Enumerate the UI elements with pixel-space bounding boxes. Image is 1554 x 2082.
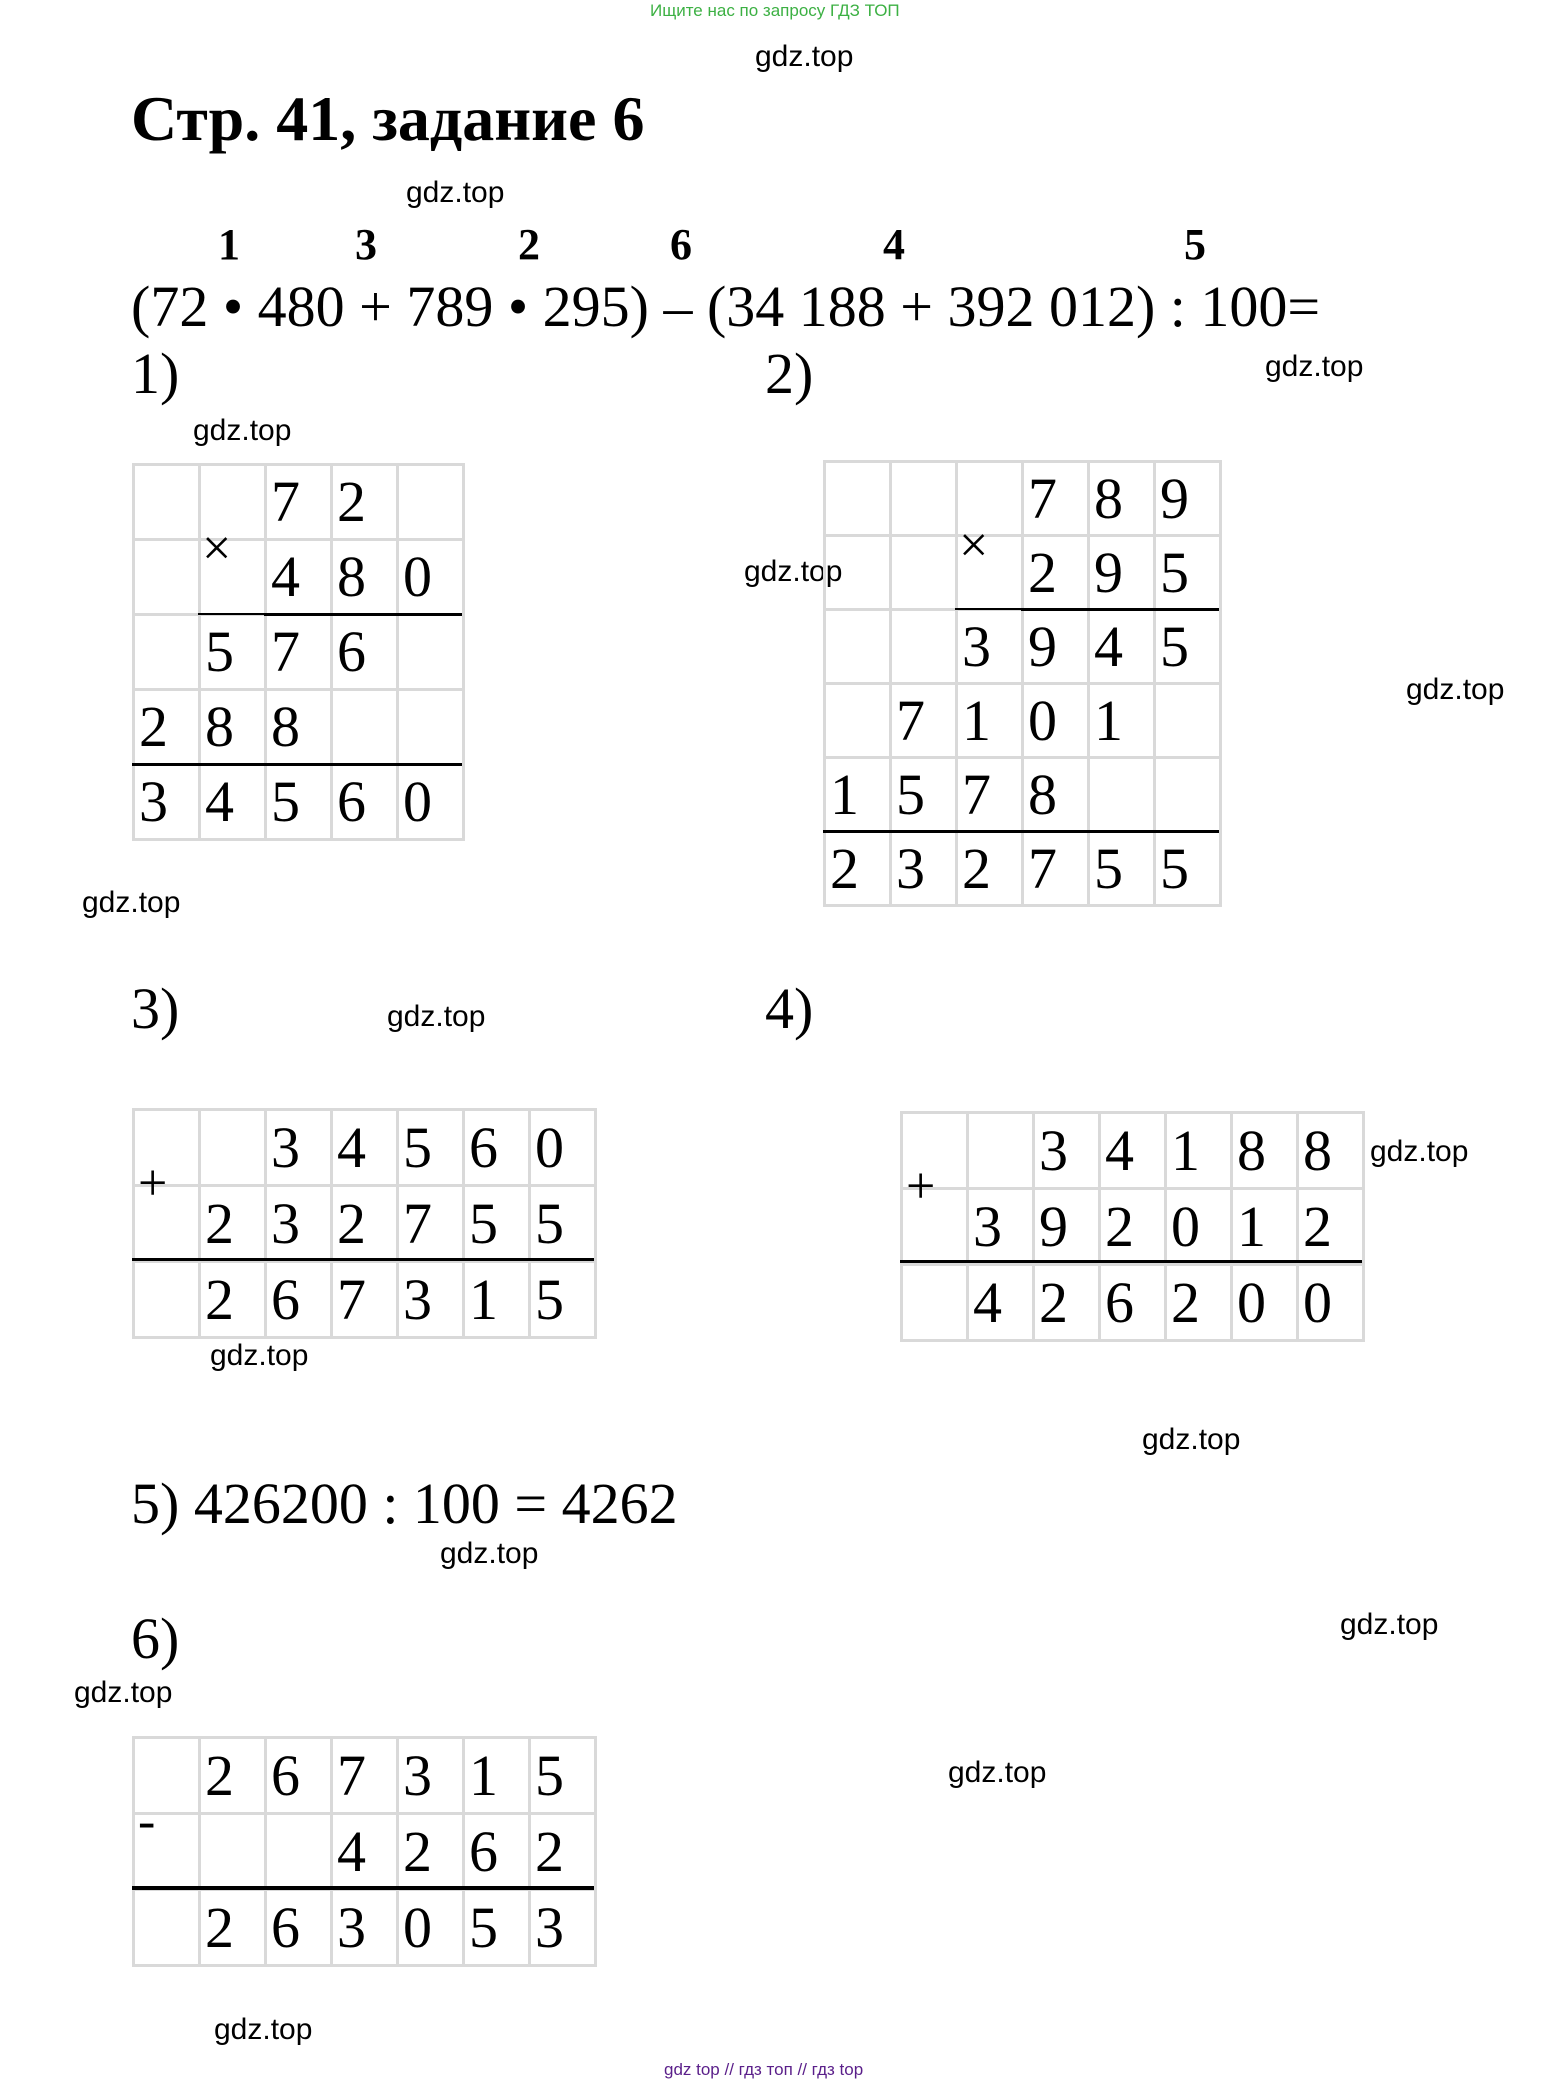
digit-cell	[332, 690, 398, 765]
grid-row	[134, 1110, 596, 1186]
digit-cell: 8	[200, 690, 266, 765]
digit-cell: 2	[134, 690, 200, 765]
plus-sign: +	[138, 1155, 168, 1212]
digit-cell: 2	[1023, 536, 1089, 610]
digit-cell: 5	[530, 1738, 596, 1814]
grid-row	[825, 684, 1221, 758]
digit-cell: 5	[266, 765, 332, 840]
digit-cell: 9	[1089, 536, 1155, 610]
watermark: gdz.top	[1142, 1423, 1241, 1456]
digit-cell: 3	[398, 1262, 464, 1338]
digit-cell: 1	[957, 684, 1023, 758]
step-label-1: 1)	[131, 341, 180, 406]
digit-cell: 4	[968, 1265, 1034, 1341]
digit-cell: 2	[957, 832, 1023, 906]
digit-cell: 8	[1298, 1113, 1364, 1189]
digit-cell: 3	[134, 765, 200, 840]
digit-cell	[398, 465, 464, 540]
calc-grid	[900, 1111, 1365, 1342]
watermark: gdz.top	[755, 40, 854, 73]
digit-cell: 3	[891, 832, 957, 906]
watermark: gdz.top	[948, 1756, 1047, 1789]
digit-cell: 3	[968, 1189, 1034, 1265]
calc-grid	[132, 1108, 597, 1339]
digit-cell	[200, 1110, 266, 1186]
watermark: gdz.top	[1370, 1135, 1469, 1168]
watermark: gdz.top	[1340, 1608, 1439, 1641]
digit-cell: 2	[398, 1814, 464, 1890]
digit-cell: 2	[200, 1186, 266, 1262]
grid-row	[134, 1890, 596, 1966]
digit-cell: 4	[332, 1814, 398, 1890]
digit-cell: 3	[1034, 1113, 1100, 1189]
digit-cell: 5	[530, 1186, 596, 1262]
digit-cell: 6	[266, 1738, 332, 1814]
digit-cell: 5	[464, 1890, 530, 1966]
underline	[823, 830, 1219, 833]
digit-cell: 0	[1298, 1265, 1364, 1341]
grid-row	[134, 465, 464, 540]
calc-block-1	[132, 463, 465, 841]
digit-cell: 7	[332, 1262, 398, 1338]
digit-cell	[902, 1265, 968, 1341]
step-label-4: 4)	[765, 976, 814, 1041]
digit-cell: 5	[464, 1186, 530, 1262]
digit-cell	[1155, 684, 1221, 758]
watermark: gdz.top	[744, 555, 843, 588]
digit-cell: 0	[1166, 1189, 1232, 1265]
grid-row	[134, 1814, 596, 1890]
digit-cell: 6	[464, 1110, 530, 1186]
order-number: 5	[1184, 220, 1206, 269]
underline	[132, 1886, 594, 1890]
watermark: gdz.top	[440, 1537, 539, 1570]
multiply-sign: ×	[202, 520, 232, 577]
watermark: gdz.top	[82, 886, 181, 919]
digit-cell: 2	[332, 465, 398, 540]
digit-cell: 7	[1023, 462, 1089, 536]
digit-cell: 6	[266, 1890, 332, 1966]
digit-cell: 1	[825, 758, 891, 832]
digit-cell	[825, 536, 891, 610]
calc-block-2	[823, 460, 1222, 907]
digit-cell: 3	[266, 1110, 332, 1186]
digit-cell: 8	[1089, 462, 1155, 536]
digit-cell: 2	[530, 1814, 596, 1890]
digit-cell: 5	[200, 615, 266, 690]
calc-grid	[132, 1736, 597, 1967]
digit-cell: 6	[266, 1262, 332, 1338]
underline	[264, 613, 462, 616]
digit-cell: 7	[332, 1738, 398, 1814]
digit-cell	[134, 1890, 200, 1966]
digit-cell: 4	[1100, 1113, 1166, 1189]
digit-cell: 4	[266, 540, 332, 615]
digit-cell: 9	[1155, 462, 1221, 536]
digit-cell: 8	[1232, 1113, 1298, 1189]
plus-sign: +	[906, 1158, 936, 1215]
watermark: gdz.top	[406, 176, 505, 209]
order-number: 3	[355, 220, 377, 269]
digit-cell: 0	[1023, 684, 1089, 758]
digit-cell	[891, 462, 957, 536]
digit-cell: 2	[1298, 1189, 1364, 1265]
order-number: 6	[670, 220, 692, 269]
digit-cell: 2	[825, 832, 891, 906]
digit-cell: 4	[1089, 610, 1155, 684]
digit-cell: 3	[398, 1738, 464, 1814]
multiply-sign: ×	[959, 517, 989, 574]
grid-row	[134, 615, 464, 690]
underline	[198, 1258, 594, 1261]
digit-cell: 0	[530, 1110, 596, 1186]
digit-cell	[1089, 758, 1155, 832]
underline	[900, 1260, 1362, 1263]
digit-cell: 1	[464, 1738, 530, 1814]
digit-cell: 7	[1023, 832, 1089, 906]
grid-row	[825, 536, 1221, 610]
grid-row	[825, 610, 1221, 684]
step-5-line: 5) 426200 : 100 = 4262	[131, 1471, 678, 1536]
digit-cell	[398, 615, 464, 690]
digit-cell: 2	[1034, 1265, 1100, 1341]
digit-cell: 1	[464, 1262, 530, 1338]
digit-cell	[134, 615, 200, 690]
grid-row	[134, 765, 464, 840]
digit-cell: 3	[332, 1890, 398, 1966]
digit-cell: 2	[200, 1738, 266, 1814]
watermark: gdz.top	[74, 1676, 173, 1709]
digit-cell: 9	[1034, 1189, 1100, 1265]
calc-grid	[132, 463, 465, 841]
digit-cell: 2	[332, 1186, 398, 1262]
step-label-2: 2)	[765, 341, 814, 406]
digit-cell: 9	[1023, 610, 1089, 684]
footer-links[interactable]: gdz top // гдз топ // гдз top	[664, 2060, 864, 2079]
digit-cell: 5	[891, 758, 957, 832]
digit-cell: 8	[332, 540, 398, 615]
grid-row	[825, 832, 1221, 906]
digit-cell: 5	[1155, 832, 1221, 906]
watermark: gdz.top	[214, 2013, 313, 2046]
order-number: 1	[218, 220, 240, 269]
digit-cell: 6	[332, 765, 398, 840]
calc-block-6	[132, 1736, 597, 1967]
digit-cell: 6	[464, 1814, 530, 1890]
digit-cell: 1	[1232, 1189, 1298, 1265]
calc-block-4	[900, 1111, 1365, 1342]
digit-cell	[825, 462, 891, 536]
top-banner[interactable]: Ищите нас по запросу ГДЗ ТОП	[650, 1, 900, 20]
underline	[132, 1258, 198, 1261]
digit-cell: 5	[398, 1110, 464, 1186]
digit-cell: 0	[398, 540, 464, 615]
digit-cell: 1	[1089, 684, 1155, 758]
watermark: gdz.top	[210, 1339, 309, 1372]
digit-cell: 7	[266, 615, 332, 690]
digit-cell: 8	[266, 690, 332, 765]
watermark: gdz.top	[1406, 673, 1505, 706]
digit-cell: 3	[266, 1186, 332, 1262]
digit-cell	[398, 690, 464, 765]
minus-sign: -	[138, 1793, 156, 1850]
digit-cell: 0	[1232, 1265, 1298, 1341]
digit-cell	[825, 684, 891, 758]
digit-cell: 2	[200, 1262, 266, 1338]
digit-cell: 7	[891, 684, 957, 758]
digit-cell: 4	[332, 1110, 398, 1186]
digit-cell	[134, 465, 200, 540]
watermark: gdz.top	[193, 414, 292, 447]
digit-cell	[968, 1113, 1034, 1189]
digit-cell: 0	[398, 1890, 464, 1966]
digit-cell: 2	[1100, 1189, 1166, 1265]
grid-row	[134, 540, 464, 615]
digit-cell	[825, 610, 891, 684]
grid-row	[902, 1113, 1364, 1189]
digit-cell	[200, 1814, 266, 1890]
page-title: Стр. 41, задание 6	[131, 83, 645, 154]
digit-cell: 3	[530, 1890, 596, 1966]
grid-row	[902, 1189, 1364, 1265]
digit-cell: 7	[398, 1186, 464, 1262]
digit-cell	[134, 540, 200, 615]
underline	[955, 608, 1021, 610]
digit-cell: 5	[1155, 536, 1221, 610]
order-number: 2	[518, 220, 540, 269]
grid-row	[825, 462, 1221, 536]
watermark: gdz.top	[387, 1000, 486, 1033]
grid-row	[902, 1265, 1364, 1341]
grid-row	[134, 690, 464, 765]
calc-block-3	[132, 1108, 597, 1339]
step-label-6: 6)	[131, 1606, 180, 1671]
grid-row	[825, 758, 1221, 832]
grid-row	[134, 1738, 596, 1814]
grid-row	[134, 1186, 596, 1262]
digit-cell: 6	[1100, 1265, 1166, 1341]
underline	[1021, 608, 1219, 611]
underline	[198, 613, 264, 615]
digit-cell	[891, 536, 957, 610]
digit-cell: 5	[1155, 610, 1221, 684]
digit-cell	[891, 610, 957, 684]
digit-cell: 5	[1089, 832, 1155, 906]
digit-cell: 5	[530, 1262, 596, 1338]
digit-cell: 7	[266, 465, 332, 540]
digit-cell: 2	[200, 1890, 266, 1966]
order-number: 4	[883, 220, 905, 269]
digit-cell: 1	[1166, 1113, 1232, 1189]
digit-cell: 7	[957, 758, 1023, 832]
grid-row	[134, 1262, 596, 1338]
underline	[132, 763, 462, 766]
watermark: gdz.top	[1265, 350, 1364, 383]
digit-cell	[134, 1262, 200, 1338]
digit-cell: 2	[1166, 1265, 1232, 1341]
digit-cell	[266, 1814, 332, 1890]
step-label-3: 3)	[131, 976, 180, 1041]
digit-cell: 8	[1023, 758, 1089, 832]
math-expression: (72 • 480 + 789 • 295) – (34 188 + 392 012) : 100=	[131, 274, 1321, 339]
digit-cell: 3	[957, 610, 1023, 684]
digit-cell: 0	[398, 765, 464, 840]
digit-cell: 4	[200, 765, 266, 840]
digit-cell: 6	[332, 615, 398, 690]
calc-grid	[823, 460, 1222, 907]
digit-cell	[1155, 758, 1221, 832]
